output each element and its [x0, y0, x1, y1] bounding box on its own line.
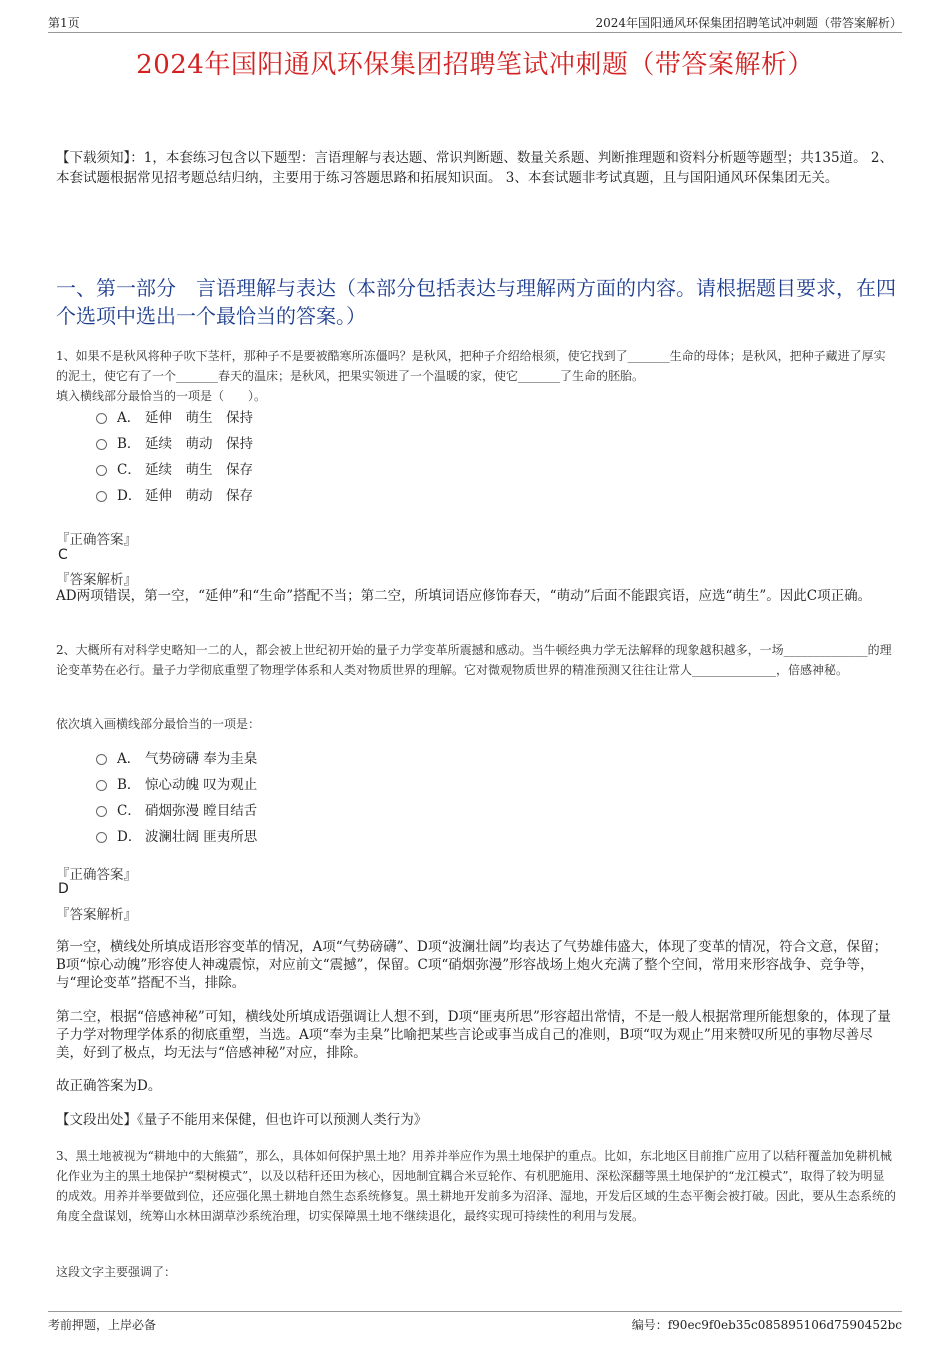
option-c[interactable]: C． 硝烟弥漫 瞠目结舌 [96, 798, 496, 824]
question-2-stem: 2、大概所有对科学史略知一二的人，都会被上世纪初开始的量子力学变革所震撼和感动。当牛顿经典力学无法解释的现象越积越多，一场______________的理论变革势在必行。量子力学彻底重塑了物理学体系和人类对物质世界的理解。它对微观物质世界的精准预测又往往让常人______________，倍感神秘。 [56, 643, 892, 677]
question-1-options [96, 405, 496, 509]
page-footer [48, 1311, 902, 1332]
option-c[interactable]: C． 延续 萌生 保存 [96, 457, 496, 483]
passage-source: 【文段出处】《量子不能用来保健，但也许可以预测人类行为》 [56, 1112, 428, 1128]
answer-label: 『正确答案』 [56, 532, 137, 548]
question-2-options [96, 746, 496, 850]
question-1-prompt: 填入横线部分最恰当的一项是（ ）。 [56, 389, 267, 403]
option-b[interactable]: B． 延续 萌动 保持 [96, 431, 496, 457]
question-3-stem: 3、黑土地被视为“耕地中的大熊猫”，那么，具体如何保护黑土地？用养并举应作为黑土地保护的重点。比如，东北地区目前推广应用了以秸秆覆盖加免耕机械化作业为主的黑土地保护“梨树模式”，以及以秸秆还田为核心，因地制宜耦合米豆轮作、有机肥施用、深松深翻等黑土地保护的“龙江模式”，取得了较为明显的成效。用养并举要做到位，还应强化黑土耕地自然生态系统修复。黑土耕地开发前多为沼泽、湿地，开发后区域的生态平衡会被打破。因此，要从生态系统的角度全盘谋划，统筹山水林田湖草沙系统治理，切实保障黑土地不继续退化，最终实现可持续性的利用与发展。 [56, 1149, 897, 1223]
analysis-text: AD两项错误，第一空，“延伸”和“生命”搭配不当；第二空，所填词语应修饰春天，“萌动”后面不能跟宾语，应选“萌生”。因此C项正确。 [56, 588, 872, 604]
footer-slogan: 考前押题，上岸必备 [48, 1318, 157, 1332]
header-doc-title: 2024年国阳通风环保集团招聘笔试冲刺题（带答案解析） [595, 16, 902, 30]
question-3-prompt: 这段文字主要强调了： [56, 1265, 177, 1279]
footer-serial: 编号：f90ec9f0eb35c085895106d7590452bc [631, 1318, 902, 1332]
analysis-paragraph-1: 第一空，横线处所填成语形容变革的情况，A项“气势磅礴”、D项“波澜壮阔”均表达了气势雄伟盛大，体现了变革的情况，符合文意，保留；B项“惊心动魄”形容使人神魂震惊，对应前文“震撼”，保留。C项“硝烟弥漫”形容战场上炮火充满了整个空间，常用来形容战争、竞争等，与“理论变革”搭配不当，排除。 [56, 939, 888, 991]
radio-button[interactable] [96, 754, 107, 765]
option-d[interactable]: D． 波澜壮阔 匪夷所思 [96, 824, 496, 850]
answer-label: 『正确答案』 [56, 867, 137, 883]
radio-button[interactable] [96, 465, 107, 476]
question-1-stem: 1、如果不是秋风将种子吹下茎杆，那种子不是要被酷寒所冻僵吗？是秋风，把种子介绍给根须，使它找到了_______生命的母体；是秋风，把种子藏进了厚实的泥土，使它有了一个_______春天的温床；是秋风，把果实领进了一个温暖的家，使它_______了生命的胚胎。 [56, 349, 886, 383]
option-a[interactable]: A． 延伸 萌生 保持 [96, 405, 496, 431]
radio-button[interactable] [96, 806, 107, 817]
option-d[interactable]: D． 延伸 萌动 保存 [96, 483, 496, 509]
radio-button[interactable] [96, 413, 107, 424]
document-title: 2024年国阳通风环保集团招聘笔试冲刺题（带答案解析） [136, 50, 814, 80]
option-b[interactable]: B． 惊心动魄 叹为观止 [96, 772, 496, 798]
answer-value: C [58, 547, 68, 563]
radio-button[interactable] [96, 439, 107, 450]
radio-button[interactable] [96, 780, 107, 791]
analysis-label: 『答案解析』 [56, 572, 137, 588]
option-a[interactable]: A． 气势磅礴 奉为圭臬 [96, 746, 496, 772]
question-2-prompt: 依次填入画横线部分最恰当的一项是： [56, 717, 261, 731]
radio-button[interactable] [96, 491, 107, 502]
download-notice: 【下载须知】：1，本套练习包含以下题型：言语理解与表达题、常识判断题、数量关系题、判断推理题和资料分析题等题型；共135道。 2、本套试题根据常见招考题总结归纳，主要用于练习答题思路和拓展知识面。 3、本套试题非考试真题，且与国阳通风环保集团无关。 [56, 150, 893, 186]
section-heading: 一、第一部分 言语理解与表达（本部分包括表达与理解两方面的内容。请根据题目要求，在四个选项中选出一个最恰当的答案。） [56, 276, 896, 328]
page-number: 第1页 [48, 16, 80, 30]
analysis-conclusion: 故正确答案为D。 [56, 1078, 162, 1094]
analysis-paragraph-2: 第二空，根据“倍感神秘”可知，横线处所填成语强调让人想不到，D项“匪夷所思”形容超出常情，不是一般人根据常理所能想象的，体现了量子力学对物理学体系的彻底重塑，当选。A项“奉为圭臬”比喻把某些言论或事当成自己的准则，B项“叹为观止”用来赞叹所见的事物尽善尽美，好到了极点，均无法与“倍感神秘”对应，排除。 [56, 1009, 891, 1061]
answer-value: D [58, 881, 69, 897]
page-header [48, 12, 902, 33]
analysis-label: 『答案解析』 [56, 907, 137, 923]
radio-button[interactable] [96, 832, 107, 843]
